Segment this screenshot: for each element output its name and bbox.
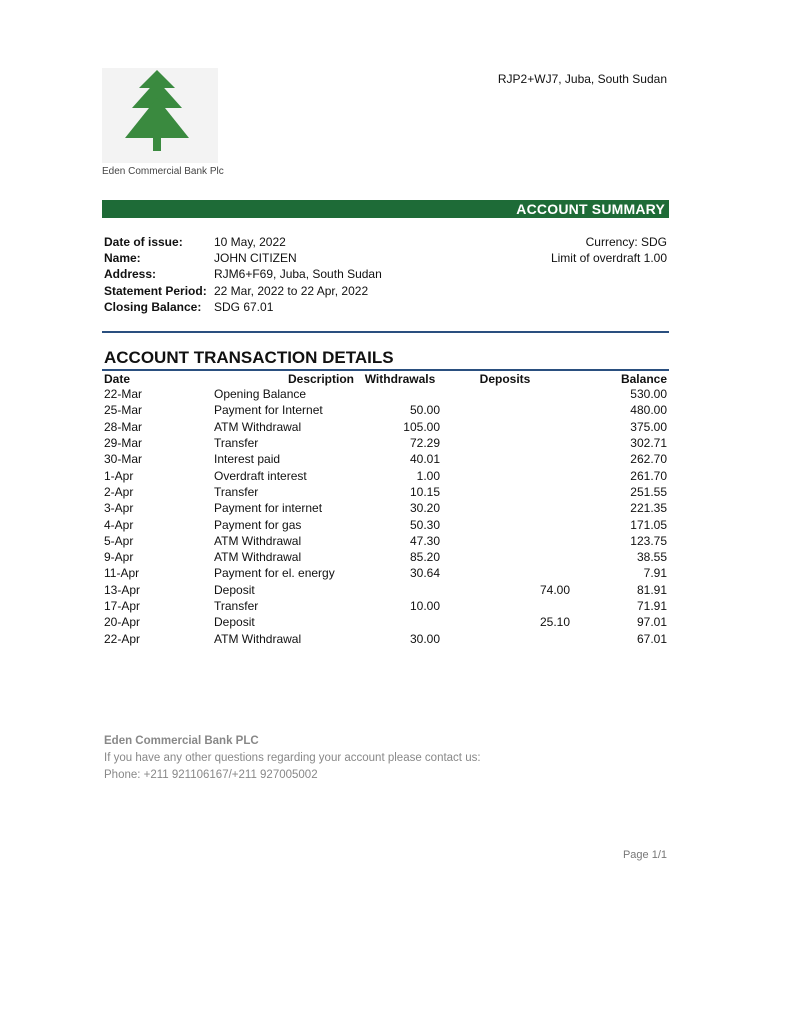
cell-description: ATM Withdrawal	[214, 550, 302, 565]
cell-withdrawal	[360, 614, 440, 630]
cell-deposit	[440, 402, 570, 418]
cell-balance: 375.00	[630, 419, 667, 434]
cell-balance: 480.00	[630, 403, 667, 418]
cell-date: 3-Apr	[104, 501, 134, 516]
cell-deposit	[440, 630, 570, 646]
account-summary-title: ACCOUNT SUMMARY	[516, 201, 665, 217]
cell-description: Payment for gas	[214, 517, 302, 532]
cell-withdrawal: 30.64	[409, 566, 440, 581]
cell-description: Deposit	[214, 582, 255, 597]
table-row	[104, 402, 667, 418]
cell-withdrawal: 85.20	[409, 550, 440, 565]
cell-description: ATM Withdrawal	[214, 533, 302, 548]
cell-deposit: 74.00	[539, 582, 570, 597]
cell-balance: 302.71	[630, 436, 667, 451]
cell-description: Deposit	[214, 615, 255, 630]
table-row	[104, 549, 667, 565]
column-header-balance: Balance	[620, 371, 667, 386]
tree-logo-icon	[120, 70, 195, 155]
table-row	[104, 435, 667, 451]
cell-withdrawal: 30.00	[409, 631, 440, 646]
cell-description: Payment for Internet	[214, 403, 323, 418]
cell-withdrawal: 10.00	[409, 599, 440, 613]
cell-deposit	[440, 467, 570, 483]
cell-balance: 221.35	[630, 501, 667, 516]
cell-description: Overdraft interest	[214, 468, 307, 483]
table-row	[104, 598, 667, 614]
section-divider	[102, 331, 669, 333]
cell-date: 2-Apr	[104, 484, 134, 499]
cell-balance: 67.01	[636, 631, 667, 646]
info-value: JOHN CITIZEN	[214, 251, 297, 265]
cell-date: 30-Mar	[104, 452, 143, 467]
bank-logo-name: Eden Commercial Bank Plc	[102, 166, 224, 177]
table-row	[104, 614, 667, 630]
cell-balance: 123.75	[630, 533, 667, 548]
cell-deposit	[440, 565, 570, 581]
bank-address: RJP2+WJ7, Juba, South Sudan	[497, 72, 667, 86]
cell-deposit	[440, 451, 570, 467]
cell-withdrawal	[360, 582, 440, 598]
cell-date: 22-Apr	[104, 631, 141, 646]
cell-balance: 262.70	[630, 452, 667, 467]
cell-date: 11-Apr	[104, 566, 140, 581]
info-value: SDG 67.01	[214, 300, 274, 314]
cell-description: Transfer	[214, 436, 259, 451]
cell-description: Transfer	[214, 484, 259, 499]
info-value: 22 Mar, 2022 to 22 Apr, 2022	[214, 284, 369, 298]
cell-withdrawal: 1.00	[416, 468, 440, 483]
footer-contact-text: If you have any other questions regarding your account please contact us:	[104, 752, 481, 764]
cell-date: 29-Mar	[104, 436, 143, 451]
info-value: RJM6+F69, Juba, South Sudan	[214, 267, 382, 281]
cell-withdrawal: 105.00	[403, 419, 440, 434]
cell-deposit	[440, 533, 570, 549]
cell-date: 13-Apr	[104, 582, 141, 597]
overdraft-limit-info: Limit of overdraft 1.00	[550, 251, 667, 265]
cell-withdrawal: 40.01	[409, 452, 440, 467]
cell-date: 5-Apr	[104, 533, 134, 548]
cell-deposit	[440, 516, 570, 532]
table-row	[104, 419, 667, 435]
page-number: Page 1/1	[622, 849, 667, 861]
cell-date: 22-Mar	[104, 387, 143, 402]
footer-bank-name: Eden Commercial Bank PLC	[104, 735, 259, 747]
cell-deposit	[440, 484, 570, 500]
table-row	[104, 386, 667, 402]
table-row	[104, 565, 667, 581]
column-header-deposits: Deposits	[479, 371, 531, 386]
cell-withdrawal: 72.29	[409, 436, 440, 451]
cell-date: 9-Apr	[104, 550, 134, 565]
cell-description: ATM Withdrawal	[214, 631, 302, 646]
cell-date: 1-Apr	[104, 468, 134, 483]
cell-deposit	[440, 435, 570, 451]
footer	[104, 733, 481, 784]
info-value: 10 May, 2022	[214, 235, 286, 249]
cell-deposit: 25.10	[539, 615, 570, 630]
cell-deposit	[440, 500, 570, 516]
table-row	[104, 533, 667, 549]
column-header-date: Date	[104, 371, 131, 386]
cell-description: Transfer	[214, 599, 259, 613]
table-row	[104, 582, 667, 598]
cell-withdrawal	[360, 386, 440, 402]
account-summary-bar	[102, 200, 669, 218]
cell-balance: 530.00	[630, 387, 667, 402]
info-label: Name:	[104, 251, 141, 265]
table-header-row	[104, 371, 667, 386]
cell-deposit	[440, 598, 570, 614]
cell-deposit	[440, 386, 570, 402]
cell-description: ATM Withdrawal	[214, 419, 302, 434]
cell-description: Interest paid	[214, 452, 281, 467]
cell-balance: 171.05	[630, 517, 667, 532]
table-row	[104, 484, 667, 500]
cell-date: 28-Mar	[104, 419, 143, 434]
transactions-body	[104, 386, 667, 647]
cell-withdrawal: 47.30	[409, 533, 440, 548]
column-header-description: Description	[287, 371, 354, 386]
table-row	[104, 500, 667, 516]
info-label: Closing Balance:	[104, 300, 202, 314]
table-row	[104, 451, 667, 467]
currency-info: Currency: SDG	[585, 235, 667, 249]
cell-balance: 251.55	[630, 484, 667, 499]
cell-balance: 71.91	[636, 599, 667, 613]
column-header-withdrawals: Withdrawals	[364, 371, 436, 386]
cell-date: 4-Apr	[104, 517, 134, 532]
cell-deposit	[440, 549, 570, 565]
info-label: Date of issue:	[104, 235, 183, 249]
footer-phone: Phone: +211 921106167/+211 927005002	[104, 769, 318, 781]
cell-date: 25-Mar	[104, 403, 143, 418]
cell-withdrawal: 50.00	[409, 403, 440, 418]
cell-date: 20-Apr	[104, 615, 141, 630]
table-row	[104, 516, 667, 532]
cell-description: Payment for internet	[214, 501, 323, 516]
info-label: Statement Period:	[104, 284, 207, 298]
cell-date: 17-Apr	[104, 599, 141, 613]
cell-withdrawal: 30.20	[409, 501, 440, 516]
cell-balance: 261.70	[630, 468, 667, 483]
cell-balance: 81.91	[636, 582, 667, 597]
transactions-table	[104, 371, 667, 647]
cell-description: Payment for el. energy	[214, 566, 335, 581]
cell-deposit	[440, 419, 570, 435]
cell-balance: 97.01	[636, 615, 667, 630]
cell-description: Opening Balance	[214, 387, 307, 402]
transaction-details-title: ACCOUNT TRANSACTION DETAILS	[104, 348, 394, 367]
cell-balance: 38.55	[636, 550, 667, 565]
cell-withdrawal: 50.30	[409, 517, 440, 532]
info-label: Address:	[104, 267, 157, 281]
table-row	[104, 630, 667, 646]
table-row	[104, 467, 667, 483]
cell-withdrawal: 10.15	[409, 484, 440, 499]
cell-balance: 7.91	[643, 566, 667, 581]
